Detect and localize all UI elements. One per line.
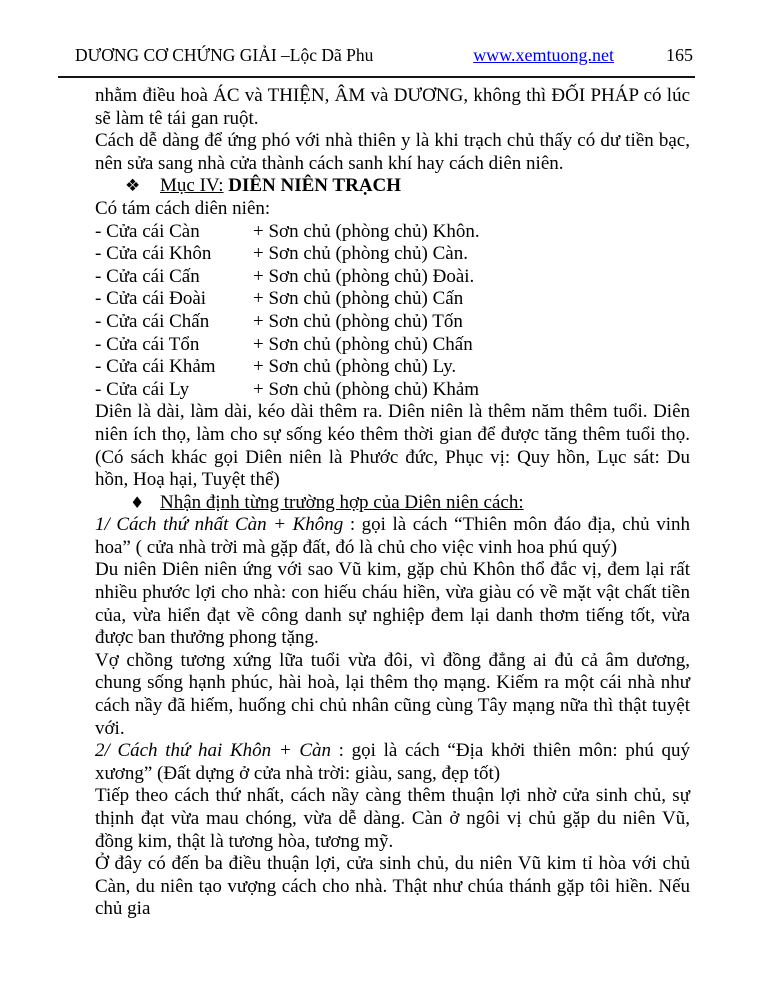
dien-list-row [95, 356, 690, 379]
case-rest: : gọi là cách “Thiên môn đáo địa, chủ vinh hoa” ( cửa nhà trời mà gặp đất, đó là chủ cho việc vinh hoa phú quý) [95, 514, 690, 558]
door-cell: - Cửa cái Càn [95, 220, 200, 242]
page-header [75, 44, 693, 66]
list-intro: Có tám cách diên niên: [95, 197, 271, 219]
diamond-bullet-icon: ♦ [130, 492, 145, 512]
door-cell: - Cửa cái Khảm [95, 356, 216, 378]
book-title: DƯƠNG CƠ CHỨNG GIẢI –Lộc Dã Phu [75, 45, 374, 65]
door-cell: - Cửa cái Đoài [95, 288, 207, 310]
header-divider [58, 76, 695, 78]
dien-list-row [95, 243, 690, 266]
case-rest: : gọi là cách “Địa khởi thiên môn: phú quý xương” (Đất dựng ở cửa nhà trời: giàu, sang, đẹp tốt) [95, 740, 690, 784]
case-lead: 2/ Cách thứ hai Khôn + Càn [95, 740, 331, 762]
door-cell: - Cửa cái Cấn [95, 265, 200, 287]
door-cell: - Cửa cái Tổn [95, 333, 200, 355]
door-cell: - Cửa cái Khôn [95, 243, 212, 265]
dien-list-row [95, 334, 690, 357]
dien-list-row [95, 311, 690, 334]
section-title: DIÊN NIÊN TRẠCH [228, 175, 402, 197]
section-heading [95, 175, 690, 198]
paragraph: nhằm điều hoà ÁC và THIỆN, ÂM và DƯƠNG, không thì ĐỐI PHÁP có lúc sẽ làm tê tái gan ruột. [95, 85, 690, 129]
subsection-label: Nhận định từng trường hợp của Diên niên cách: [160, 491, 524, 513]
website-link[interactable]: www.xemtuong.net [473, 45, 614, 65]
four-diamond-bullet-icon: ❖ [125, 176, 141, 197]
dien-list-row [95, 379, 690, 402]
subsection-heading [95, 492, 690, 515]
paragraph: Tiếp theo cách thứ nhất, cách nầy càng thêm thuận lợi nhờ cửa sinh chủ, sự thịnh đạt vừa mau chóng, vừa dễ dàng. Càn ở ngôi vị chủ gặp du niên Vũ, đồng kim, thật là tương hòa, tương mỹ. [95, 785, 690, 852]
document-body [95, 85, 690, 921]
main-cell: + Sơn chủ (phòng chủ) Chấn [253, 333, 473, 355]
paragraph: Vợ chồng tương xứng lữa tuổi vừa đôi, vì đồng đẳng ai đủ cả âm dương, chung sống hạnh phúc, hài hoà, lại thêm thọ mạng. Kiếm ra một cái nhà như cách nầy đã hiếm, huống chi chủ nhân cũng cùng Tây mạng nữa thì thật tuyệt với. [95, 649, 690, 739]
main-cell: + Sơn chủ (phòng chủ) Khảm [253, 378, 480, 400]
section-label: Mục IV: [160, 175, 224, 197]
main-cell: + Sơn chủ (phòng chủ) Ly. [253, 356, 457, 378]
main-cell: + Sơn chủ (phòng chủ) Đoài. [253, 265, 475, 287]
paragraph: Du niên Diên niên ứng với sao Vũ kim, gặp chủ Khôn thổ đắc vị, đem lại rất nhiều phước lợi cho nhà: con hiếu cháu hiền, vừa giàu có về mặt vật chất tiền của, vừa hiển đạt về công danh sự nghiệp đem lại danh thơm tiếng tốt, vừa được ban thưởng phong tặng. [95, 559, 690, 649]
case-intro [95, 740, 690, 785]
door-cell: - Cửa cái Ly [95, 378, 190, 400]
door-cell: - Cửa cái Chấn [95, 310, 210, 332]
case-lead: 1/ Cách thứ nhất Càn + Không [95, 514, 344, 536]
main-cell: + Sơn chủ (phòng chủ) Tốn [253, 310, 463, 332]
main-cell: + Sơn chủ (phòng chủ) Càn. [253, 243, 468, 265]
page-number: 165 [666, 45, 693, 65]
dien-list-row [95, 288, 690, 311]
dien-list-row [95, 266, 690, 289]
paragraph: Cách dễ dàng để ứng phó với nhà thiên y là khi trạch chủ thấy có dư tiền bạc, nên sửa sang nhà cửa thành cách sanh khí hay cách diên niên. [95, 130, 690, 174]
paragraph: Ở đây có đến ba điều thuận lợi, cửa sinh chủ, du niên Vũ kim tỉ hòa với chủ Càn, du niên tạo vượng cách cho nhà. Thật như chúa thánh gặp tôi hiền. Nếu chủ gia [95, 853, 690, 920]
main-cell: + Sơn chủ (phòng chủ) Khôn. [253, 220, 480, 242]
paragraph: Diên là dài, làm dài, kéo dài thêm ra. Diên niên là thêm năm thêm tuổi. Diên niên ích thọ, làm cho sự sống kéo thêm thời gian để được tăng thêm tuổi thọ. (Có sách khác gọi Diên niên là Phước đức, Phục vị: Quy hồn, Lục sát: Du hồn, Hoạ hại, Tuyệt thể) [95, 401, 690, 491]
case-intro [95, 514, 690, 559]
main-cell: + Sơn chủ (phòng chủ) Cấn [253, 288, 464, 310]
dien-list-row [95, 221, 690, 244]
